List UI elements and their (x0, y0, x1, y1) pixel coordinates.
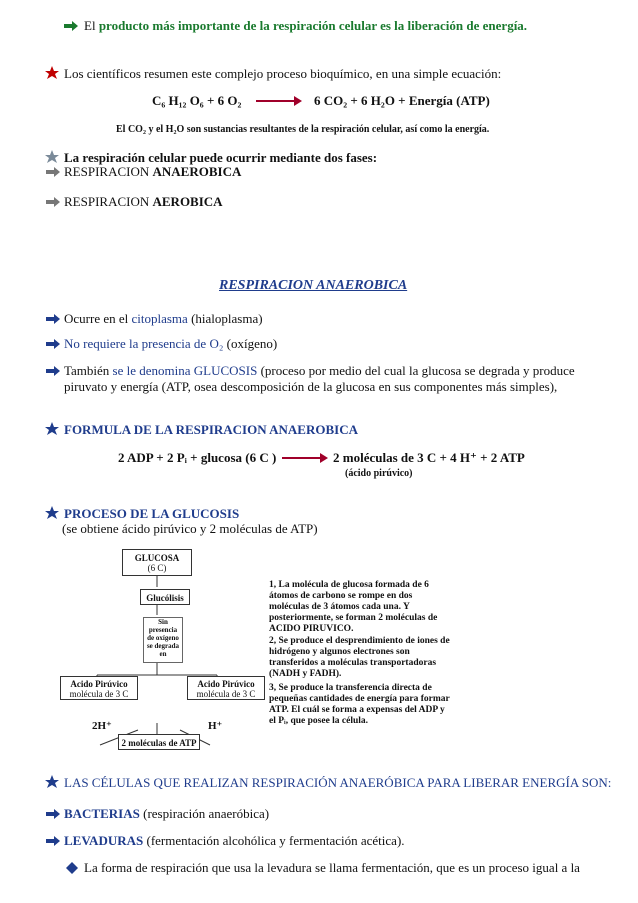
pyruvic-right-box (187, 676, 265, 700)
arrow-bullet-icon (63, 20, 79, 32)
atp-box: 2 moléculas de ATP (118, 734, 200, 750)
formula-left: 2 ADP + 2 Pᵢ + glucosa (6 C ) (118, 450, 277, 465)
equation-note: El CO₂ y el H₂O son sustancias resultantes de la respiración celular, así como la energía. (116, 124, 490, 135)
phase-anaerobic-bold: ANAEROBICA (152, 164, 242, 179)
pyruvic-right-sub: molécula de 3 C (196, 689, 256, 699)
glucose-box (122, 549, 192, 576)
step-3-line: 3, Se produce la transferencia directa de (269, 683, 432, 693)
phase-anaerobic (64, 164, 241, 180)
bacteria-post: (respiración anaeróbica) (139, 806, 270, 821)
arrow-bullet-icon (45, 808, 61, 820)
no-oxygen-box (143, 617, 183, 663)
pyruvic-right-label: Acido Pirúvico (197, 679, 255, 689)
phase-anaerobic-pre: RESPIRACION (64, 164, 153, 179)
step-3-line: pequeñas cantidades de energía para formar (269, 694, 450, 704)
arrow-bullet-icon (45, 166, 61, 178)
pyruvic-left-box (60, 676, 138, 700)
no-oxygen-line2: presencia (148, 626, 178, 634)
glucose-sub: (6 C) (147, 563, 167, 573)
yeast-post: (fermentación alcohólica y fermentación acética). (143, 833, 405, 848)
step-3 (269, 683, 450, 727)
arrow-bullet-icon (45, 835, 61, 847)
pyruvic-left-sub: molécula de 3 C (69, 689, 129, 699)
bullet-oxygen-post: (oxígeno) (223, 336, 278, 351)
equation-right: 6 CO₂ + 6 H₂O + Energía (ATP) (314, 93, 490, 108)
phase-aerobic-bold: AEROBICA (152, 194, 223, 209)
phase-aerobic (64, 194, 223, 210)
reaction-arrow-icon (256, 96, 302, 106)
star-bullet-icon (45, 506, 59, 520)
glycolysis-box: Glucólisis (140, 589, 190, 605)
fermentation-line: La forma de respiración que usa la levadura se llama fermentación, que es un proceso igual a la (84, 860, 580, 875)
glucose-label: GLUCOSA (134, 553, 180, 563)
bullet-cytoplasm (64, 311, 263, 327)
no-oxygen-line5: en (159, 650, 167, 658)
bullet-cytoplasm-pre: Ocurre en el (64, 311, 132, 326)
pyruvic-left-label: Acido Pirúvico (70, 679, 128, 689)
yeast-hl: LEVADURAS (64, 833, 144, 848)
h-left-label: 2H⁺ (92, 720, 112, 732)
step-2-line: transferidos a moléculas transportadoras (269, 658, 437, 668)
step-1-line: 1, La molécula de glucosa formada de 6 (269, 580, 429, 590)
bullet-oxygen (64, 336, 277, 352)
step-1-line: moléculas de 3 átomos cada una. Y (269, 602, 410, 612)
star-bullet-icon (45, 150, 59, 164)
step-1-line: ACIDO PIRUVICO. (269, 624, 354, 634)
bullet-oxygen-hl: No requiere la presencia de O₂ (64, 336, 224, 351)
reaction-arrow-icon (282, 453, 328, 463)
step-3-line: el Pᵢ, que posee la célula. (269, 716, 369, 726)
formula-right: 2 moléculas de 3 C + 4 H⁺ + 2 ATP (333, 450, 525, 465)
equation-left: C₆ H₁₂ O₆ + 6 O₂ (152, 93, 242, 108)
intro-pre: El (84, 18, 99, 33)
h-right-label: H⁺ (208, 720, 223, 732)
formula-title: FORMULA DE LA RESPIRACION ANAEROBICA (64, 422, 358, 437)
bullet-glucosis-hl: se le denomina GLUCOSIS (112, 363, 258, 378)
step-1-line: átomos de carbono se rompe en dos (269, 591, 413, 601)
step-2 (269, 636, 450, 680)
process-title: PROCESO DE LA GLUCOSIS (64, 506, 240, 521)
arrow-bullet-icon (45, 313, 61, 325)
process-subtitle: (se obtiene ácido pirúvico y 2 moléculas de ATP) (62, 521, 318, 536)
step-2-line: hidrógeno y algunos electrones son (269, 647, 410, 657)
cells-title: LAS CÉLULAS QUE REALIZAN RESPIRACIÓN ANAERÓBICA PARA LIBERAR ENERGÍA SON: (64, 775, 612, 790)
bullet-cytoplasm-post: (hialoplasma) (187, 311, 263, 326)
no-oxygen-line1: Sin (158, 618, 168, 626)
bullet-cytoplasm-hl: citoplasma (131, 311, 188, 326)
step-3-line: ATP. El cuál se forma a expensas del ADP y (269, 705, 445, 715)
star-bullet-icon (45, 66, 59, 80)
bullet-glucosis (64, 363, 575, 379)
step-1-line: posteriormente, se forman 2 moléculas de (269, 613, 438, 623)
arrow-bullet-icon (45, 365, 61, 377)
bullet-glucosis-post: (proceso por medio del cual la glucosa se degrada y produce (257, 363, 575, 378)
diamond-bullet-icon (66, 862, 78, 874)
phases-title: La respiración celular puede ocurrir mediante dos fases: (64, 150, 378, 165)
bacteria-hl: BACTERIAS (64, 806, 140, 821)
section-title: RESPIRACION ANAEROBICA (219, 278, 408, 293)
star-bullet-icon (45, 775, 59, 789)
intro-highlight: producto más importante de la respiración celular es la liberación de energía. (98, 18, 528, 33)
formula-note: (ácido pirúvico) (345, 468, 413, 479)
bullet-glucosis-pre: También (64, 363, 113, 378)
no-oxygen-line4: se degrada (146, 642, 180, 650)
star-bullet-icon (45, 422, 59, 436)
no-oxygen-line3: de oxígeno (147, 634, 179, 642)
intro-line (84, 18, 527, 34)
bullet-glucosis-line2: piruvato y energía (ATP, osea descomposición de la glucosa en sus componentes más simples), (64, 379, 558, 394)
step-2-line: (NADH y FADH). (269, 669, 342, 679)
phase-aerobic-pre: RESPIRACION (64, 194, 153, 209)
yeast-line (64, 833, 405, 849)
arrow-bullet-icon (45, 338, 61, 350)
scientists-line: Los científicos resumen este complejo proceso bioquímico, en una simple ecuación: (64, 66, 502, 81)
bacteria-line (64, 806, 269, 822)
step-2-line: 2, Se produce el desprendimiento de iones de (269, 636, 450, 646)
arrow-bullet-icon (45, 196, 61, 208)
step-1 (269, 580, 437, 635)
